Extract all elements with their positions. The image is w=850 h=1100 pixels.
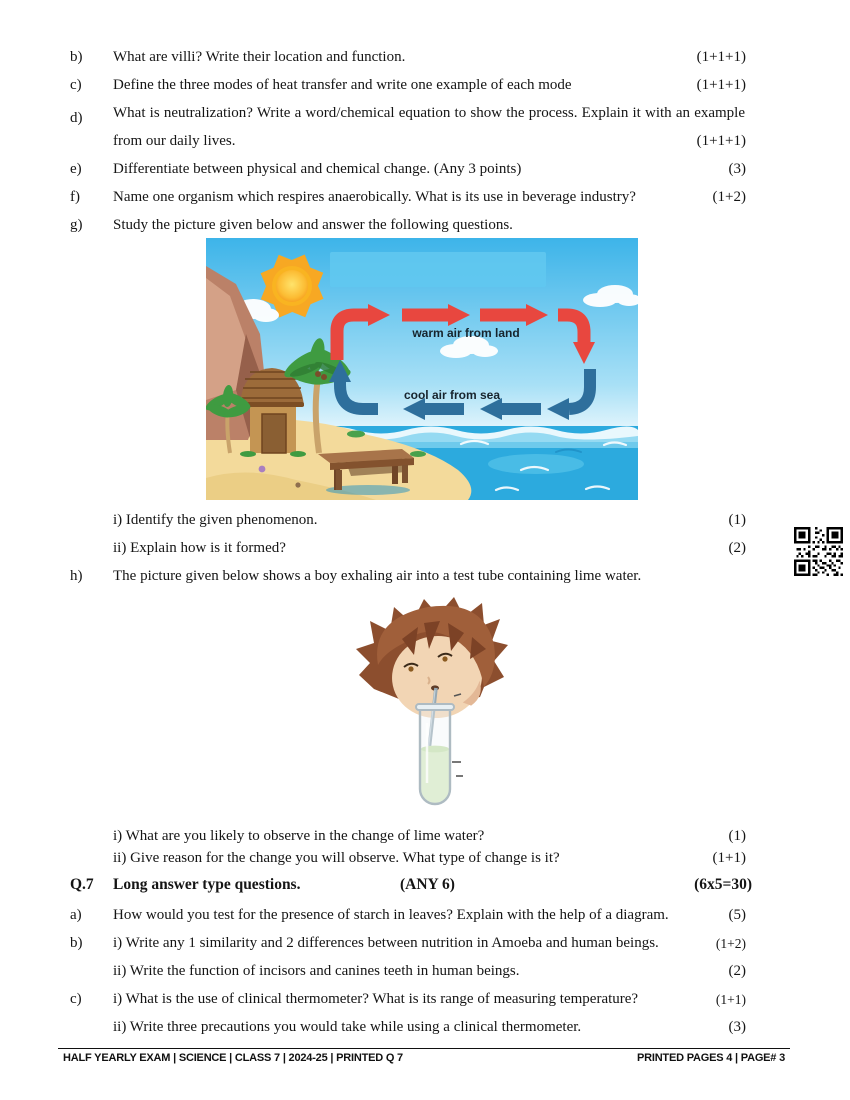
question-marks: (1+1): [715, 992, 746, 1007]
question-row: [113, 849, 746, 868]
question-row: [70, 906, 746, 925]
q7-heading-row: [70, 876, 752, 894]
question-label: h): [70, 568, 83, 584]
footer-left-text: HALF YEARLY EXAM | SCIENCE | CLASS 7 | 2024-25 | PRINTED Q 7: [63, 1052, 403, 1064]
question-text: What are villi? Write their location and function.: [113, 49, 406, 65]
question-marks: (1+2): [715, 936, 746, 951]
question-row: [70, 216, 746, 235]
question-text: ii) Write three precautions you would take while using a clinical thermometer.: [113, 1019, 582, 1035]
question-text: How would you test for the presence of starch in leaves? Explain with the help of a diagram.: [113, 907, 669, 923]
question-text: i) Write any 1 similarity and 2 differences between nutrition in Amoeba and human beings.: [113, 935, 659, 951]
question-row: [70, 990, 746, 1009]
footer-right-text: PRINTED PAGES 4 | PAGE# 3: [636, 1052, 785, 1064]
question-marks: (1+1): [712, 850, 746, 866]
question-text: Study the picture given below and answer the following questions.: [113, 217, 513, 233]
question-text: i) What are you likely to observe in the change of lime water?: [113, 828, 485, 844]
question-row: [70, 76, 746, 95]
sea-breeze-illustration: [206, 238, 638, 505]
question-row: [70, 99, 746, 155]
question-label: f): [70, 189, 80, 205]
cool-air-label: cool air from sea: [403, 388, 501, 402]
boy-exhaling-svg: [332, 593, 552, 815]
question-marks: (3): [728, 1019, 746, 1035]
question-marks: (1+1+1): [696, 133, 746, 149]
blank-label-area: [330, 252, 546, 287]
question-label: b): [70, 935, 83, 951]
question-row: [113, 827, 746, 846]
question-row: [113, 511, 746, 530]
question-marks: (6x5=30): [694, 876, 752, 893]
question-marks: (2): [728, 540, 746, 556]
question-row: [113, 539, 746, 558]
qr-code-svg: [794, 527, 843, 576]
question-marks: (1+2): [712, 189, 746, 205]
question-row: [70, 567, 746, 586]
qr-code: [794, 527, 843, 581]
question-text: i) What is the use of clinical thermometer? What is its range of measuring temperature?: [113, 991, 639, 1007]
question-label: d): [70, 110, 83, 126]
question-label: b): [70, 49, 83, 65]
question-marks: (2): [728, 963, 746, 979]
question-marks: (1): [728, 828, 746, 844]
question-text: Differentiate between physical and chemical change. (Any 3 points): [113, 161, 522, 177]
question-row: [70, 934, 746, 953]
question-text: The picture given below shows a boy exhaling air into a test tube containing lime water.: [113, 568, 642, 584]
question-row: [70, 188, 746, 207]
question-text: Define the three modes of heat transfer and write one example of each mode: [113, 77, 572, 93]
question-marks: (1+1+1): [696, 49, 746, 65]
page-footer: [63, 1052, 785, 1064]
question-label: g): [70, 217, 83, 233]
question-row: [113, 962, 746, 981]
question-text: i) Identify the given phenomenon.: [113, 512, 318, 528]
question-marks: (1+1+1): [696, 77, 746, 93]
footer-divider: [58, 1048, 790, 1049]
question-text: What is neutralization? Write a word/chemical equation to show the process. Explain it with an example from our daily lives.: [113, 105, 745, 149]
warm-air-label: warm air from land: [412, 326, 520, 340]
sea-breeze-svg: [206, 238, 638, 500]
q7-title: Long answer type questions.: [113, 876, 301, 893]
question-text: Name one organism which respires anaerobically. What is its use in beverage industry?: [113, 189, 636, 205]
question-row: [113, 1018, 746, 1037]
question-row: [70, 160, 746, 179]
question-marks: (3): [728, 161, 746, 177]
question-text: ii) Give reason for the change you will observe. What type of change is it?: [113, 850, 560, 866]
question-text: ii) Write the function of incisors and canines teeth in human beings.: [113, 963, 520, 979]
test-tube: [416, 704, 454, 804]
question-row: [70, 48, 746, 67]
question-label: e): [70, 161, 82, 177]
question-marks: (5): [728, 907, 746, 923]
question-label: c): [70, 77, 82, 93]
question-label: c): [70, 991, 82, 1007]
question-label: a): [70, 907, 82, 923]
q7-any-count: (ANY 6): [400, 876, 455, 893]
question-text: ii) Explain how is it formed?: [113, 540, 286, 556]
question-label: Q.7: [70, 876, 94, 893]
boy-exhaling-illustration: [332, 593, 552, 820]
question-marks: (1): [728, 512, 746, 528]
